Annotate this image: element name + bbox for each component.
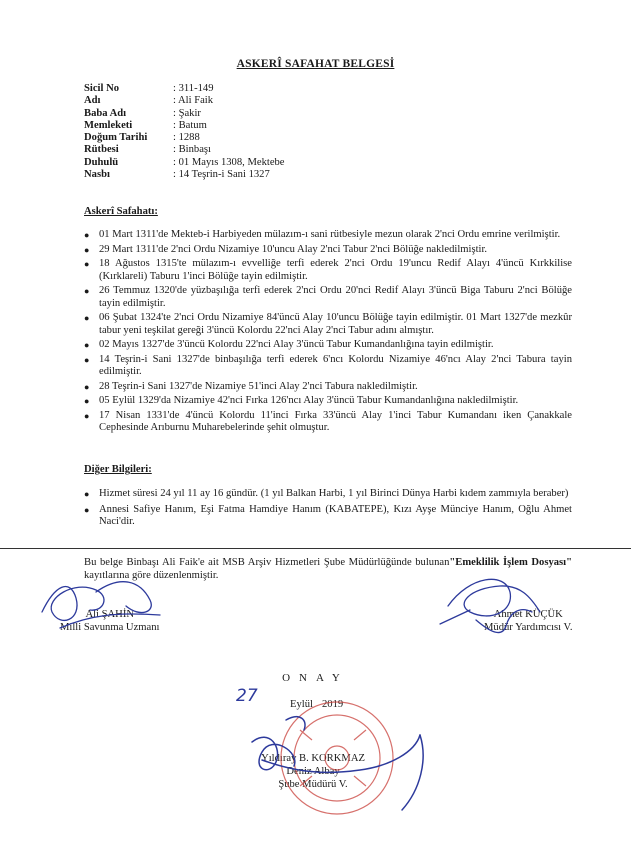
list-item: ● Annesi Safiye Hanım, Eşi Fatma Hamdiye Hanım (KABATEPE), Kızı Ayşe Münciye Hanım, Oğlu Ahmet Naci'dir. <box>84 503 572 527</box>
signer-rank: Deniz Albay <box>286 766 340 777</box>
other-heading: Diğer Bilgileri: <box>84 464 152 475</box>
info-row-father <box>84 108 285 120</box>
info-row-entry <box>84 157 285 169</box>
note-bold: "Emeklilik İşlem Dosyası" <box>449 557 573 568</box>
list-item: ● 14 Teşrin-i Sani 1327'de binbaşılığa terfi ederek 6'ncı Kolordu Nizamiye 46'ncı Alay 2'nci Tabura tayin edilmiştir. <box>84 353 572 377</box>
approval-month: Eylül <box>290 699 313 710</box>
list-item: ● 18 Ağustos 1315'te mülazım-ı evvelliğe terfi ederek 2'nci Ordu 19'uncu Redif Alayı 4'üncü Kırkkilise (Kırklareli) Taburu 1'inci Bölüğe tayin edilmiştir. <box>84 258 572 282</box>
info-label: Sicil No <box>84 83 120 94</box>
signer-title: Şube Müdürü V. <box>278 779 348 790</box>
signature-block-bottom <box>252 752 374 791</box>
info-label: Adı <box>84 95 101 107</box>
info-value: : 1288 <box>173 132 200 144</box>
list-item: ● 05 Eylül 1329'da Nizamiye 42'nci Fırka 126'ncı Alay 3'üncü Tabur Kumandanlığına nakledilmiştir. <box>84 395 519 406</box>
bullet-icon: ● <box>84 340 90 350</box>
info-row-sicil <box>84 83 285 95</box>
bullet-icon: ● <box>84 230 90 240</box>
info-label: Doğum Tarihi <box>84 132 148 144</box>
info-label: Nasbı <box>84 169 110 181</box>
info-row-name <box>84 95 285 107</box>
info-label: Duhulü <box>84 156 119 168</box>
list-item: ● 28 Teşrin-i Sani 1327'de Nizamiye 51'inci Alay 2'nci Tabura nakledilmiştir. <box>84 380 418 392</box>
note-text-end: kayıtlarına göre düzenlenmiştir. <box>84 569 219 581</box>
source-note <box>84 557 572 582</box>
career-heading: Askerî Safahatı: <box>84 206 158 217</box>
bullet-icon: ● <box>84 381 90 392</box>
list-item: ● 02 Mayıs 1327'de 3'üncü Kolordu 22'nci Alay 3'üncü Tabur Kumandanlığına tayin edilmiştir. <box>84 339 494 350</box>
bullet-icon: ● <box>84 489 90 499</box>
info-row-rank <box>84 144 285 156</box>
signature-block-left <box>60 608 159 634</box>
other-list <box>84 488 572 532</box>
bullet-icon: ● <box>84 396 90 406</box>
bullet-icon: ● <box>84 313 90 323</box>
approval-day: 27 <box>236 686 258 706</box>
signer-title: Milli Savunma Uzmanı <box>60 622 160 633</box>
bullet-icon: ● <box>84 410 90 421</box>
signer-name: Ahmet KÜÇÜK <box>493 609 563 620</box>
info-value: : Batum <box>173 119 207 131</box>
bullet-icon: ● <box>84 286 90 296</box>
signer-title: Müdür Yardımcısı V. <box>484 622 573 633</box>
signature-block-right <box>484 608 573 634</box>
career-list <box>84 229 572 437</box>
note-text: Bu belge Binbaşı Ali Faik'e ait MSB Arşiv Hizmetleri Şube Müdürlüğünde bulunan <box>84 557 450 568</box>
list-item: ● Hizmet süresi 24 yıl 11 ay 16 gündür. (1 yıl Balkan Harbi, 1 yıl Birinci Dünya Harbi kıdem zammıyla beraber) <box>84 488 569 499</box>
info-value: : 01 Mayıs 1308, Mektebe <box>173 156 285 168</box>
info-label: Baba Adı <box>84 107 127 119</box>
bullet-icon: ● <box>84 504 90 515</box>
personal-info <box>84 83 285 181</box>
info-value: : Binbaşı <box>173 144 211 156</box>
info-value: : Şakir <box>173 107 201 119</box>
list-item: ● 06 Şubat 1324'te 2'nci Ordu Nizamiye 84'üncü Alay 10'uncu Bölüğe tayin edilmiştir. 01 Mart 1327'de mezkûr tabur yeni teşkilat gereği 3'üncü Kolordu 22'nci Alay 2'nci Tabur adını almıştır. <box>84 312 572 336</box>
info-value: : 311-149 <box>173 83 214 94</box>
info-value: : Ali Faik <box>173 95 214 107</box>
bullet-icon: ● <box>84 354 90 365</box>
info-row-hometown <box>84 120 285 132</box>
approval-year: 2019 <box>322 699 344 710</box>
signer-name: Ali ŞAHİN <box>85 609 134 620</box>
list-item: ● 01 Mart 1311'de Mekteb-i Harbiyeden mülazım-ı sani rütbesiyle mezun olarak 2'nci Ordu emrine verilmiştir. <box>84 229 561 240</box>
list-item: ● 17 Nisan 1331'de 4'üncü Kolordu 11'inci Fırka 33'üncü Alay 1'inci Tabur Kumandanı iken Çanakkale Cephesinde Arıburnu Muharebelerinde şehit olmuştur. <box>84 409 572 433</box>
bullet-icon: ● <box>84 244 90 255</box>
bullet-icon: ● <box>84 259 90 269</box>
info-label: Memleketi <box>84 119 133 131</box>
info-label: Rütbesi <box>84 144 119 156</box>
document-title: ASKERÎ SAFAHAT BELGESİ <box>236 58 395 70</box>
info-row-appointment <box>84 169 285 181</box>
list-item: ● 29 Mart 1311'de 2'nci Ordu Nizamiye 10'uncu Alay 2'nci Tabur 2'nci Bölüğe nakledilmiştir. <box>84 243 488 255</box>
divider <box>0 548 631 549</box>
list-item: ● 26 Temmuz 1320'de yüzbaşılığa terfi ederek 2'nci Ordu 20'nci Redif Alayı 3'üncü Biga Taburu 2'nci Bölüğe tayin edilmiştir. <box>84 285 572 309</box>
signer-name: Yıldıray B. KORKMAZ <box>261 753 365 764</box>
info-value: : 14 Teşrin-i Sani 1327 <box>173 169 270 181</box>
info-row-birth <box>84 132 285 144</box>
approval-heading: ONAY <box>282 672 349 684</box>
